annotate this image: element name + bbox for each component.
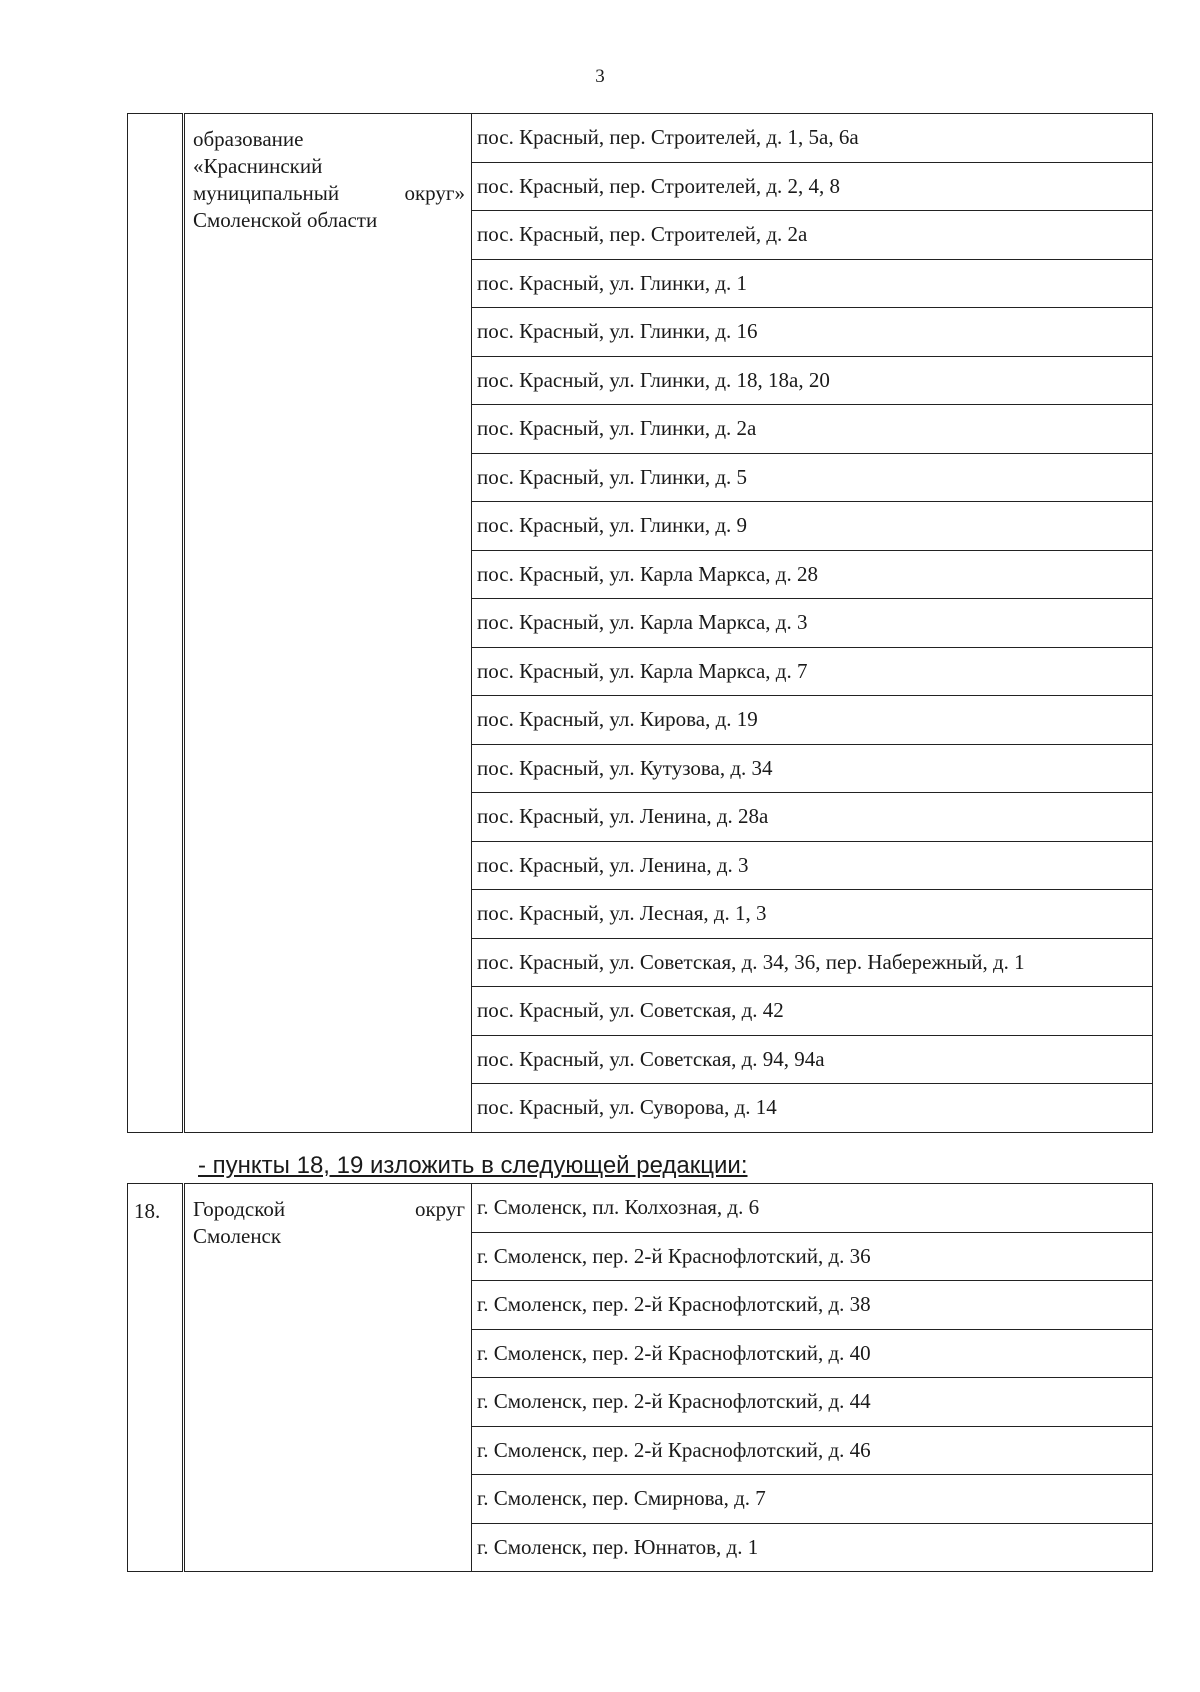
address-cell: пос. Красный, ул. Карла Маркса, д. 28 xyxy=(472,550,1153,599)
address-cell: г. Смоленск, пер. 2-й Краснофлотский, д. 40 xyxy=(472,1329,1153,1378)
municipality-word: округ xyxy=(414,1197,465,1221)
address-cell: пос. Красный, ул. Глинки, д. 16 xyxy=(472,308,1153,357)
address-cell: г. Смоленск, пер. 2-й Краснофлотский, д. 46 xyxy=(472,1426,1153,1475)
address-cell: пос. Красный, ул. Глинки, д. 2а xyxy=(472,405,1153,454)
municipality-line: образование xyxy=(193,127,304,151)
address-cell: пос. Красный, ул. Глинки, д. 5 xyxy=(472,453,1153,502)
address-cell: пос. Красный, ул. Советская, д. 42 xyxy=(472,987,1153,1036)
address-cell: г. Смоленск, пл. Колхозная, д. 6 xyxy=(472,1184,1153,1233)
municipality-line: Смоленской области xyxy=(193,208,378,232)
address-cell: пос. Красный, пер. Строителей, д. 2а xyxy=(472,211,1153,260)
address-cell: пос. Красный, ул. Советская, д. 34, 36, пер. Набережный, д. 1 xyxy=(472,938,1153,987)
address-cell: г. Смоленск, пер. Юннатов, д. 1 xyxy=(472,1523,1153,1572)
municipality-word: Городской xyxy=(193,1197,286,1221)
table-row xyxy=(128,114,1153,163)
item-number-cell xyxy=(128,114,184,1133)
addresses-table-continued xyxy=(127,113,1153,1133)
amendment-instruction: - пункты 18, 19 изложить в следующей редакции: xyxy=(198,1152,748,1179)
municipality-cell xyxy=(184,1184,472,1572)
address-cell: пос. Красный, ул. Суворова, д. 14 xyxy=(472,1084,1153,1133)
addresses-table-item-18 xyxy=(127,1183,1153,1572)
address-cell: пос. Красный, пер. Строителей, д. 1, 5а, 6а xyxy=(472,114,1153,163)
municipality-line: Смоленск xyxy=(193,1224,282,1248)
address-cell: пос. Красный, пер. Строителей, д. 2, 4, 8 xyxy=(472,162,1153,211)
address-cell: пос. Красный, ул. Глинки, д. 9 xyxy=(472,502,1153,551)
address-cell: пос. Красный, ул. Кутузова, д. 34 xyxy=(472,744,1153,793)
municipality-line: муниципальный округ» xyxy=(193,181,465,205)
municipality-line: «Краснинский xyxy=(193,154,323,178)
municipality-line xyxy=(193,1196,465,1223)
address-cell: г. Смоленск, пер. Смирнова, д. 7 xyxy=(472,1475,1153,1524)
address-cell: пос. Красный, ул. Ленина, д. 3 xyxy=(472,841,1153,890)
address-cell: г. Смоленск, пер. 2-й Краснофлотский, д. 36 xyxy=(472,1232,1153,1281)
address-cell: пос. Красный, ул. Лесная, д. 1, 3 xyxy=(472,890,1153,939)
municipality-cell xyxy=(184,114,472,1133)
address-cell: пос. Красный, ул. Советская, д. 94, 94а xyxy=(472,1035,1153,1084)
address-cell: пос. Красный, ул. Глинки, д. 1 xyxy=(472,259,1153,308)
address-cell: г. Смоленск, пер. 2-й Краснофлотский, д. 44 xyxy=(472,1378,1153,1427)
address-cell: пос. Красный, ул. Кирова, д. 19 xyxy=(472,696,1153,745)
table-row xyxy=(128,1184,1153,1233)
address-cell: пос. Красный, ул. Глинки, д. 18, 18а, 20 xyxy=(472,356,1153,405)
item-number-cell: 18. xyxy=(128,1184,184,1572)
address-cell: пос. Красный, ул. Ленина, д. 28а xyxy=(472,793,1153,842)
address-cell: пос. Красный, ул. Карла Маркса, д. 3 xyxy=(472,599,1153,648)
page-number: 3 xyxy=(595,66,605,87)
address-cell: г. Смоленск, пер. 2-й Краснофлотский, д. 38 xyxy=(472,1281,1153,1330)
address-cell: пос. Красный, ул. Карла Маркса, д. 7 xyxy=(472,647,1153,696)
